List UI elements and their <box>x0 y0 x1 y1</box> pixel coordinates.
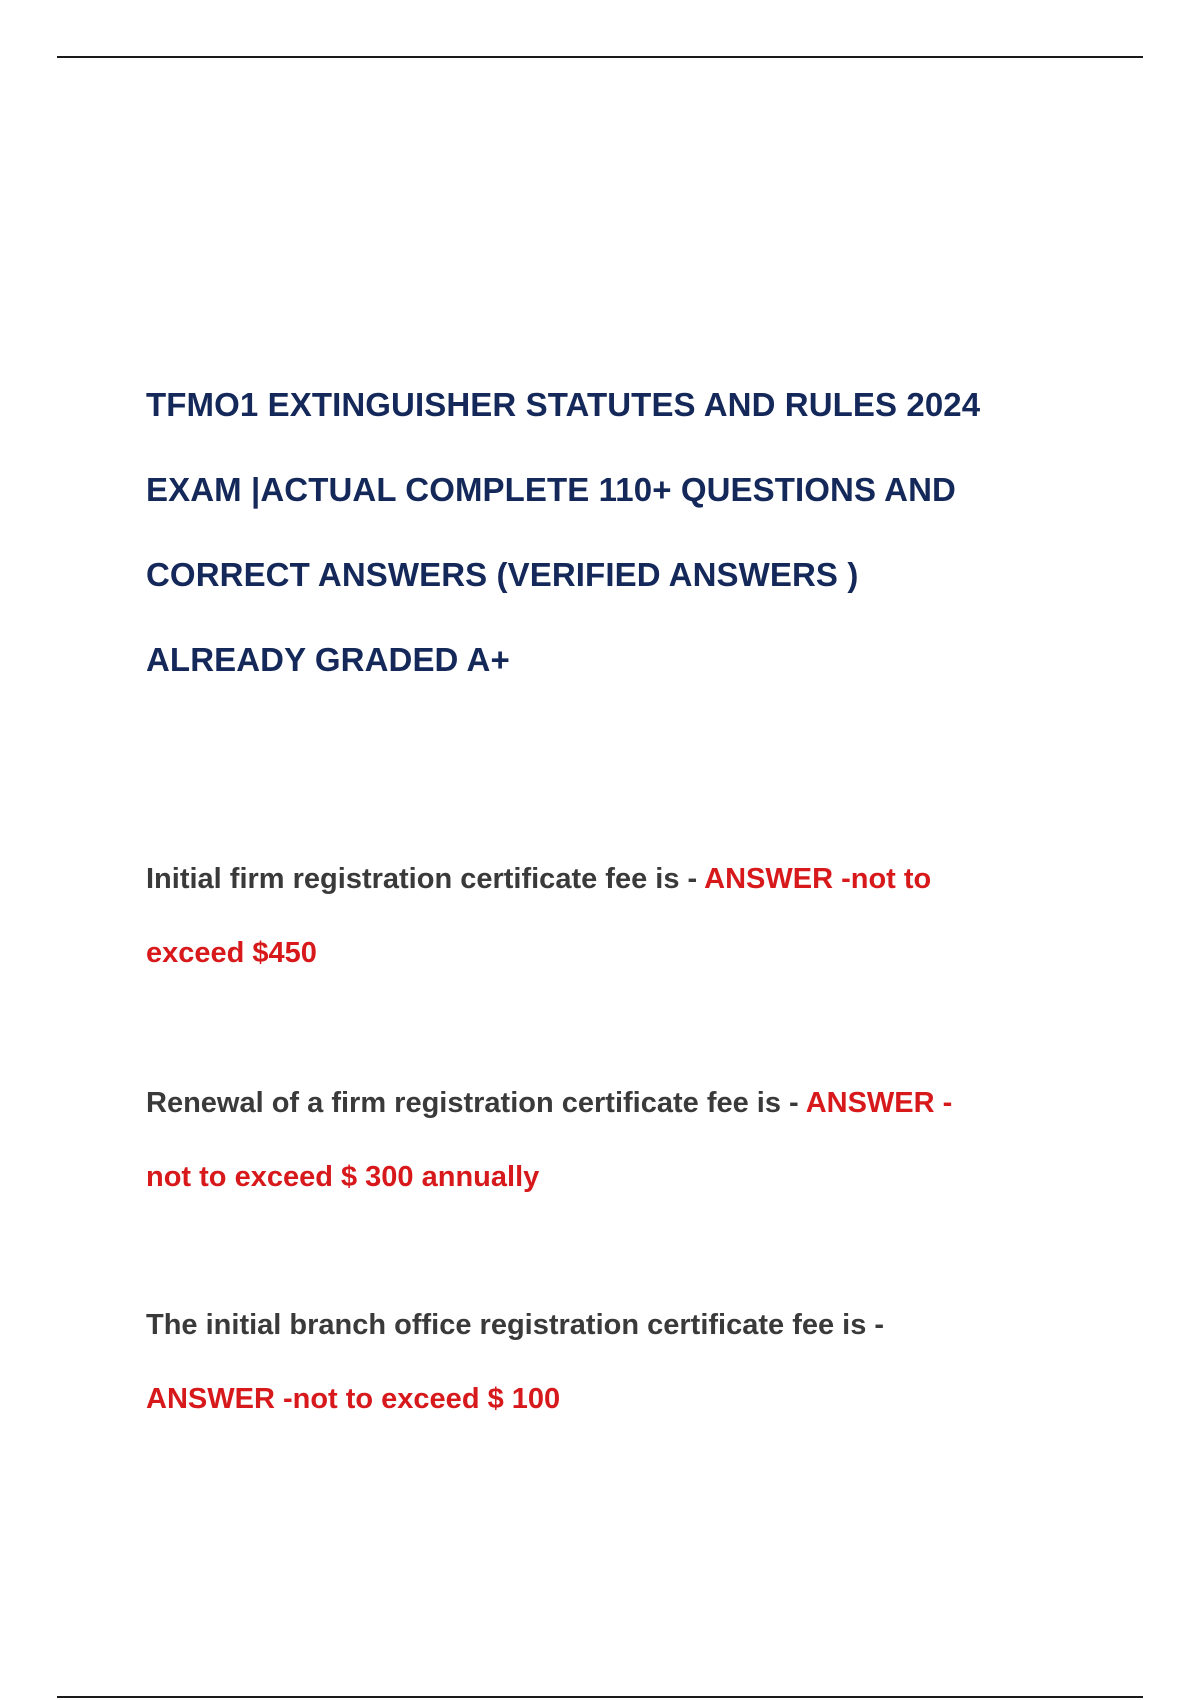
qa-item <box>146 842 1086 990</box>
title-line-3: CORRECT ANSWERS (VERIFIED ANSWERS ) <box>146 556 859 593</box>
answer-text: ANSWER - <box>805 1087 953 1119</box>
title-line-4: ALREADY GRADED A+ <box>146 641 510 678</box>
footer-rule <box>57 1696 1143 1698</box>
answer-text: not to exceed $ 300 annually <box>146 1161 540 1193</box>
question-text: Renewal of a firm registration certificate fee is - <box>146 1087 806 1119</box>
answer-text: ANSWER -not to exceed $ 100 <box>146 1383 561 1415</box>
qa-line <box>146 1362 1086 1436</box>
qa-item <box>146 1066 1086 1214</box>
question-text: Initial firm registration certificate fee is - <box>146 863 705 895</box>
title-line-1: TFMO1 EXTINGUISHER STATUTES AND RULES 2024 <box>146 386 981 423</box>
header-rule <box>57 56 1143 58</box>
qa-line <box>146 1288 1086 1362</box>
qa-line <box>146 1140 1086 1214</box>
document-title <box>146 362 1086 702</box>
qa-line <box>146 1066 1086 1140</box>
title-line-2: EXAM |ACTUAL COMPLETE 110+ QUESTIONS AND <box>146 471 956 508</box>
qa-line <box>146 842 1086 916</box>
answer-text: ANSWER -not to <box>704 863 932 895</box>
answer-text: exceed $450 <box>146 937 317 969</box>
qa-item <box>146 1288 1086 1436</box>
qa-line <box>146 916 1086 990</box>
question-text: The initial branch office registration certificate fee is - <box>146 1309 885 1341</box>
